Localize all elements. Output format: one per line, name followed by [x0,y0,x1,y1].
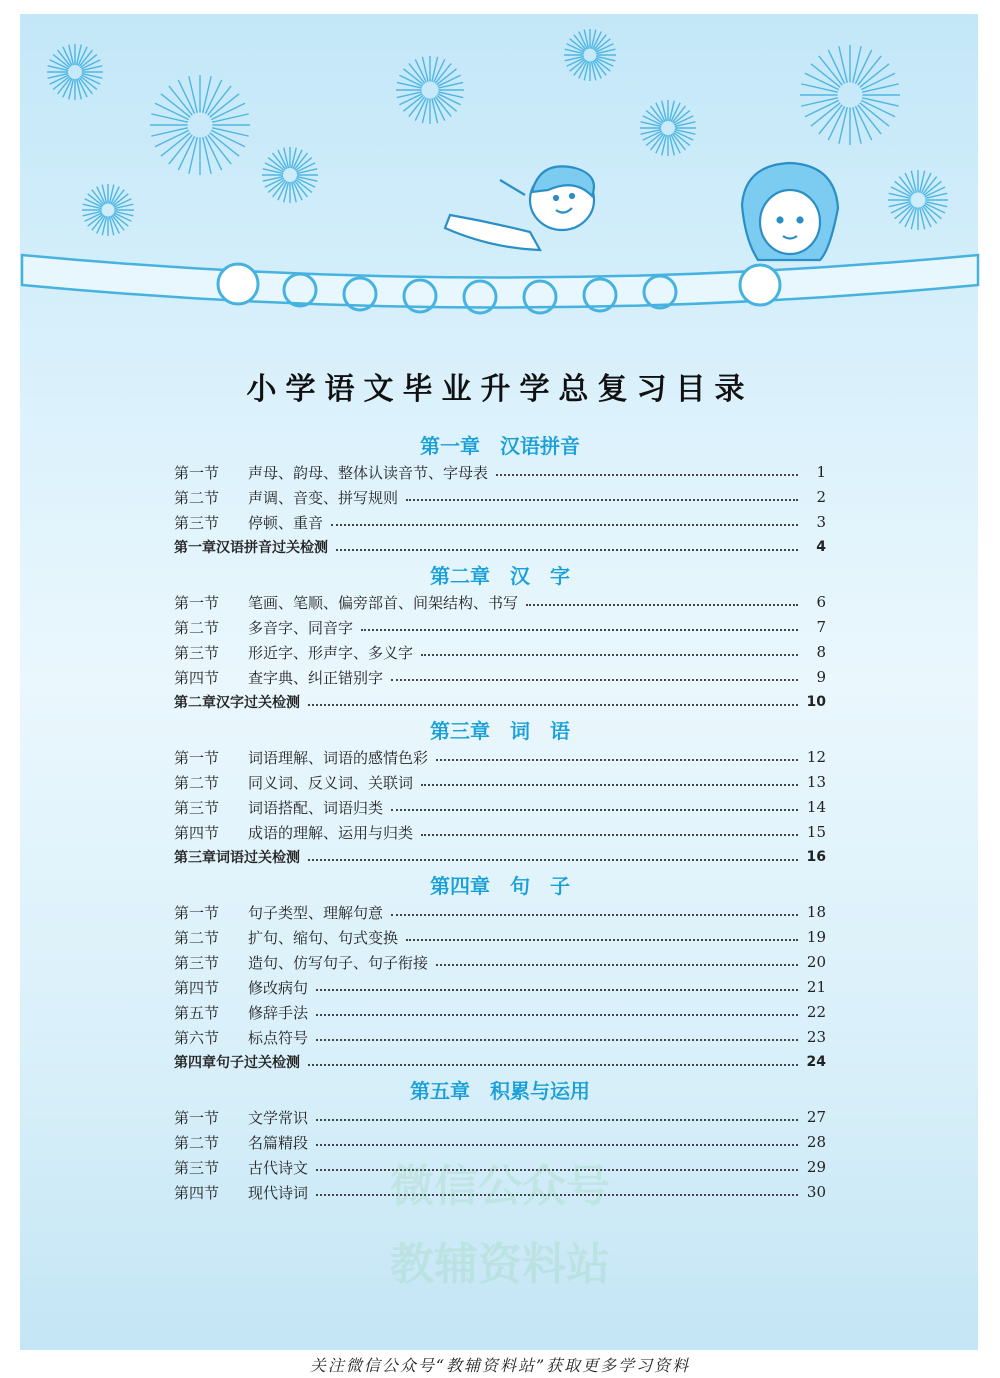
leader-dots [421,654,798,656]
section-label: 第三节 [174,1158,220,1177]
page-number: 3 [816,513,826,531]
section-label: 第四节 [174,1183,220,1202]
toc-row[interactable] [174,1001,826,1023]
chapter-heading: 第四章 句 子 [430,874,570,898]
firework-burst [47,44,103,100]
toc-row[interactable] [174,1026,826,1048]
section-label: 第二节 [174,1133,220,1152]
toc-row[interactable] [174,746,826,768]
watermark-line-1: 微信公众号 [390,1161,610,1212]
section-title: 同义词、反义词、关联词 [248,773,414,792]
leader-dots [391,914,798,916]
toc-row[interactable] [174,461,826,483]
page-number: 21 [806,978,826,996]
section-title: 句子类型、理解句意 [248,903,384,922]
page-number: 20 [806,953,826,971]
firework-burst [800,45,900,145]
page-number: 7 [816,618,826,636]
section-label: 第三节 [174,953,220,972]
section-label: 第四节 [174,668,220,687]
section-title: 笔画、笔顺、偏旁部首、间架结构、书写 [248,593,519,612]
page-number: 8 [816,643,826,661]
page-number: 18 [806,903,826,921]
test-title: 第一章汉语拼音过关检测 [174,540,328,556]
toc-row[interactable] [174,951,826,973]
section-label: 第一节 [174,903,220,922]
section-title: 文学常识 [248,1108,309,1127]
chapter-heading: 第五章 积累与运用 [410,1079,590,1103]
toc-row[interactable] [174,926,826,948]
section-label: 第二节 [174,488,220,507]
toc-row[interactable] [174,591,826,613]
toc-row[interactable] [174,616,826,638]
girl-figure [742,163,838,260]
section-label: 第三节 [174,798,220,817]
watermark-line-2: 教辅资料站 [390,1239,610,1290]
chapter-heading: 第三章 词 语 [430,719,570,743]
leader-dots [436,759,798,761]
page-number: 30 [806,1183,826,1201]
toc-row[interactable] [174,796,826,818]
section-label: 第一节 [174,593,220,612]
page-number: 1 [816,463,826,481]
chapter-test-row[interactable] [174,691,826,713]
leader-dots [421,834,798,836]
page-title: 小学语文毕业升学总复习目录 [246,372,754,407]
page-number: 14 [806,798,826,816]
section-title: 多音字、同音字 [248,618,354,637]
firework-burst [150,75,250,175]
leader-dots [316,1039,798,1041]
section-title: 修改病句 [248,978,309,997]
leader-dots [316,1119,798,1121]
section-label: 第二节 [174,773,220,792]
section-title: 形近字、形声字、多义字 [248,643,414,662]
section-title: 词语搭配、词语归类 [248,798,384,817]
page-number: 4 [816,539,826,555]
firework-burst [640,100,696,156]
page-number: 23 [806,1028,826,1046]
section-title: 词语理解、词语的感情色彩 [248,748,429,767]
leader-dots [436,964,798,966]
chapter-test-row[interactable] [174,536,826,558]
section-label: 第六节 [174,1028,220,1047]
section-label: 第三节 [174,643,220,662]
leader-dots [421,784,798,786]
firework-burst [564,29,616,81]
section-title: 古代诗文 [248,1158,309,1177]
toc-row[interactable] [174,901,826,923]
toc-row[interactable] [174,821,826,843]
section-title: 声母、韵母、整体认读音节、字母表 [248,463,489,482]
firework-burst [262,147,318,203]
section-title: 修辞手法 [248,1003,309,1022]
section-title: 造句、仿写句子、句子衔接 [248,953,429,972]
page-number: 2 [816,488,826,506]
page-number: 9 [816,668,826,686]
page-number: 22 [806,1003,826,1021]
page-number: 27 [806,1108,826,1126]
section-title: 名篇精段 [248,1133,309,1152]
test-title: 第三章词语过关检测 [174,850,300,866]
chapter-test-row[interactable] [174,846,826,868]
firework-burst [82,184,134,236]
leader-dots [308,1064,798,1066]
section-label: 第二节 [174,928,220,947]
page-number: 10 [806,694,826,710]
leader-dots [331,524,798,526]
header-illustration [0,0,1000,340]
chapter-test-row[interactable] [174,1051,826,1073]
section-title: 停顿、重音 [248,513,324,532]
page-number: 15 [806,823,826,841]
section-title: 扩句、缩句、句式变换 [248,928,399,947]
firework-burst [888,170,948,230]
leader-dots [391,809,798,811]
leader-dots [316,1144,798,1146]
section-label: 第一节 [174,1108,220,1127]
section-label: 第五节 [174,1003,220,1022]
test-title: 第二章汉字过关检测 [174,695,300,711]
toc-row[interactable] [174,511,826,533]
page-number: 6 [816,593,826,611]
toc-row[interactable] [174,486,826,508]
toc-row[interactable] [174,666,826,688]
leader-dots [391,679,798,681]
section-label: 第一节 [174,463,220,482]
page-number: 24 [806,1054,826,1070]
leader-dots [316,1014,798,1016]
leader-dots [361,629,798,631]
page-number: 19 [806,928,826,946]
toc-row[interactable] [174,641,826,663]
leader-dots [308,859,798,861]
bridge [22,255,978,308]
section-label: 第一节 [174,748,220,767]
section-label: 第四节 [174,823,220,842]
leader-dots [308,704,798,706]
section-title: 标点符号 [248,1028,309,1047]
firework-burst [396,56,464,124]
toc-row[interactable] [174,976,826,998]
toc-row[interactable] [174,1106,826,1128]
section-title: 查字典、纠正错别字 [248,668,384,687]
test-title: 第四章句子过关检测 [174,1055,300,1071]
toc-row[interactable] [174,771,826,793]
leader-dots [406,499,798,501]
section-label: 第四节 [174,978,220,997]
leader-dots [526,604,798,606]
footer-note: 关注微信公众号“教辅资料站”获取更多学习资料 [309,1356,691,1375]
boy-figure [445,166,594,250]
section-title: 成语的理解、运用与归类 [248,823,414,842]
leader-dots [406,939,798,941]
leader-dots [496,474,798,476]
section-title: 现代诗词 [248,1183,309,1202]
chapter-heading: 第二章 汉 字 [430,564,570,588]
section-label: 第三节 [174,513,220,532]
leader-dots [316,989,798,991]
section-label: 第二节 [174,618,220,637]
page-number: 16 [806,849,826,865]
leader-dots [336,549,798,551]
page-number: 29 [806,1158,826,1176]
page-number: 13 [806,773,826,791]
page-number: 12 [806,748,826,766]
chapter-heading: 第一章 汉语拼音 [420,434,580,458]
page-number: 28 [806,1133,826,1151]
section-title: 声调、音变、拼写规则 [248,488,399,507]
